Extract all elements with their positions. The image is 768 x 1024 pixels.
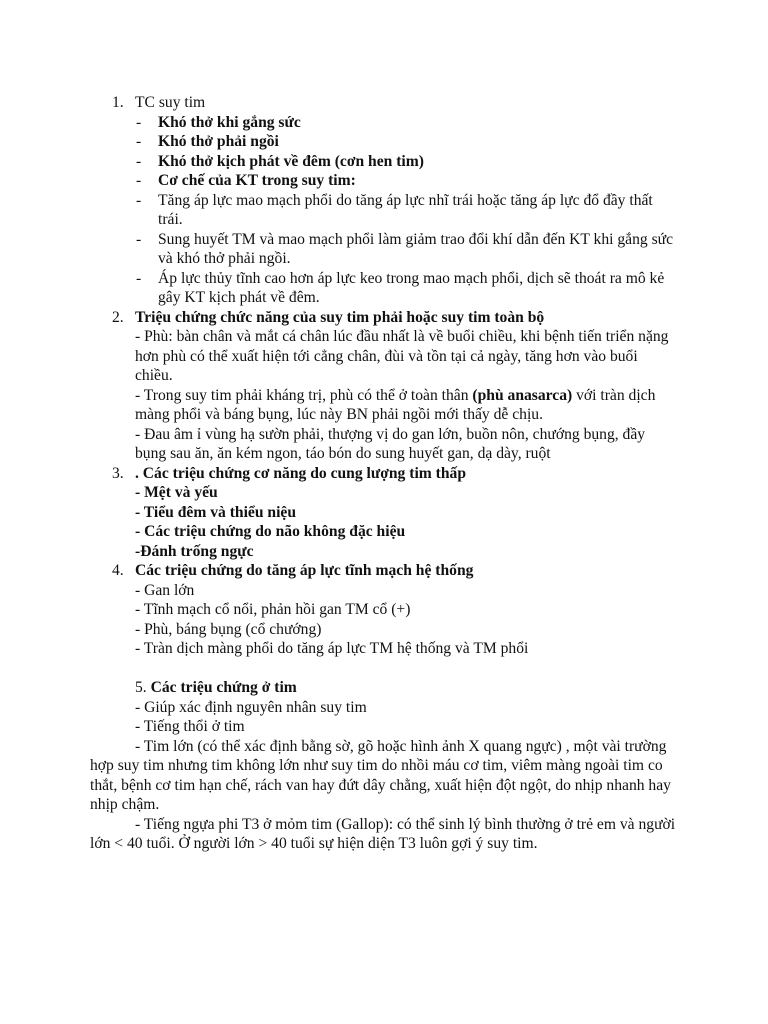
section-number: 2.: [112, 308, 124, 326]
list-item-text: Khó thở phải ngồi: [158, 133, 279, 150]
list-line-text: - Mệt và yếu: [135, 484, 218, 501]
paragraph: - Phù: bàn chân và mắt cá chân lúc đầu nhất là về buổi chiều, khi bệnh tiến triển nặng hơn phù có thể xuất hiện tới cẳng chân, đùi và tồn tại cả ngày, tăng hơn vào buổi chiều.: [135, 328, 669, 384]
bullet-dash: -: [136, 269, 142, 287]
list-line: [0, 483, 768, 503]
list-item: [0, 191, 768, 230]
paragraph: - Tiếng ngựa phi T3 ở mỏm tim (Gallop): có thể sinh lý bình thường ở trẻ em và người lớn < 40 tuổi. Ở người lớn > 40 tuổi sự hiện diện T3 luôn gợi ý suy tim.: [90, 815, 676, 852]
list-item-text: Cơ chế của KT trong suy tim:: [158, 172, 356, 189]
section-5-heading: [0, 678, 768, 698]
section-title: TC suy tim: [135, 94, 206, 111]
bullet-dash: -: [136, 191, 142, 209]
list-item-text: Tăng áp lực mao mạch phổi do tăng áp lực nhĩ trái hoặc tăng áp lực đổ đầy thất trái.: [158, 191, 653, 228]
section-title: . Các triệu chứng cơ năng do cung lượng tim thấp: [135, 464, 466, 482]
list-item: [0, 230, 768, 269]
section-number: 5.: [135, 679, 151, 696]
blank-line: [0, 659, 768, 679]
list-line: - Giúp xác định nguyên nhân suy tim: [135, 698, 367, 716]
paragraph-text: - Trong suy tim phải kháng trị, phù có thể ở toàn thân: [135, 386, 473, 404]
document-body: [0, 93, 768, 854]
list-item: [0, 113, 768, 133]
section-title: Các triệu chứng do tăng áp lực tĩnh mạch hệ thống: [135, 562, 474, 579]
section-4-heading: [0, 561, 768, 581]
section-number: 3.: [112, 464, 124, 482]
section-3-heading: [0, 464, 768, 484]
bullet-dash: -: [136, 172, 142, 189]
list-line: [0, 542, 768, 562]
bullet-dash: -: [136, 133, 142, 150]
section-2-heading: [0, 308, 768, 328]
list-item: [0, 132, 768, 152]
section-number: 1.: [112, 94, 124, 111]
list-line: [0, 522, 768, 542]
paragraph-bold-term: (phù anasarca): [472, 386, 573, 404]
list-item-text: Khó thở khi gắng sức: [158, 113, 301, 131]
list-item: [0, 269, 768, 308]
list-line: [0, 503, 768, 523]
paragraph: - Tim lớn (có thể xác định bằng sờ, gõ hoặc hình ảnh X quang ngực) , một vài trường hợp suy tim nhưng tim không lớn như suy tim do nhồi máu cơ tim, viêm màng ngoài tim co thắt, bệnh cơ tim hạn chế, rách van hay đứt dây chằng, xuất hiện đột ngột, do nhịp nhanh hay nhịp chậm.: [90, 737, 671, 813]
list-line: - Gan lớn: [135, 581, 195, 599]
list-line-text: -Đánh trống ngực: [135, 542, 254, 560]
bullet-dash: -: [136, 113, 142, 131]
list-line: - Tràn dịch màng phổi do tăng áp lực TM hệ thống và TM phổi: [135, 640, 529, 657]
section-title: Triệu chứng chức năng của suy tim phải hoặc suy tim toàn bộ: [135, 308, 545, 326]
list-line: - Phù, báng bụng (cổ chướng): [135, 620, 322, 638]
list-line-text: - Tiểu đêm và thiểu niệu: [135, 503, 297, 521]
bullet-dash: -: [136, 152, 142, 170]
section-number: 4.: [112, 562, 124, 579]
list-line-text: - Các triệu chứng do não không đặc hiệu: [135, 523, 406, 540]
paragraph: [0, 386, 768, 425]
paragraph-text: với tràn dịch màng phổi và báng bụng, lúc này BN phải ngồi mới thấy dễ chịu.: [135, 386, 656, 423]
list-line: - Tĩnh mạch cổ nổi, phản hồi gan TM cổ (+): [135, 601, 411, 618]
list-item: [0, 171, 768, 191]
paragraph: - Đau âm ỉ vùng hạ sườn phải, thượng vị do gan lớn, buồn nôn, chướng bụng, đầy bụng sau ăn, ăn kém ngon, táo bón do sung huyết gan, dạ dày, ruột: [135, 425, 646, 462]
list-item-text: Sung huyết TM và mao mạch phổi làm giảm trao đổi khí dẫn đến KT khi gắng sức và khó thở phải ngồi.: [158, 230, 674, 267]
list-item: [0, 152, 768, 172]
list-item-text: Áp lực thủy tĩnh cao hơn áp lực keo trong mao mạch phổi, dịch sẽ thoát ra mô kẻ gây KT kịch phát về đêm.: [158, 269, 665, 306]
bullet-dash: -: [136, 230, 142, 248]
section-1-heading: [0, 93, 768, 113]
list-item-text: Khó thở kịch phát về đêm (cơn hen tim): [158, 152, 424, 170]
list-line: - Tiếng thổi ở tim: [135, 718, 245, 735]
section-title: Các triệu chứng ở tim: [150, 679, 297, 696]
